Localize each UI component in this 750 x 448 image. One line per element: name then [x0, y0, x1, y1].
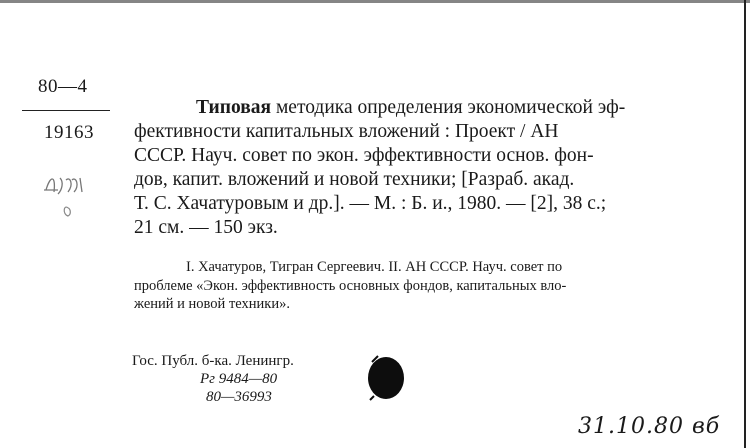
entry-line: фективности капитальных вложений : Проект / АН: [134, 121, 559, 142]
tracings: [134, 258, 726, 314]
entry-line: 21 см. — 150 экз.: [134, 217, 278, 238]
tracing-line: I. Хачатуров, Тигран Сергеевич. II. АН СССР. Науч. совет по: [186, 259, 563, 275]
library-name: Гос. Публ. б-ка. Ленингр.: [132, 353, 294, 369]
ink-stamp-icon: [364, 352, 408, 402]
tracing-line: проблеме «Экон. эффективность основных фондов, капитальных вло-: [134, 277, 567, 294]
card-top-edge: [0, 0, 750, 3]
pencil-mark-icon: [40, 168, 90, 228]
entry-title-lead: Типовая: [196, 97, 272, 118]
call-number-top: 80—4: [38, 76, 88, 97]
bibliographic-entry: [134, 96, 722, 240]
entry-line: СССР. Науч. совет по экон. эффективности основ. фон-: [134, 145, 594, 166]
registration-number: Рг 9484—80: [200, 371, 278, 387]
entry-line-text: методика определения экономической эф-: [271, 97, 626, 118]
card-right-edge: [744, 0, 746, 448]
entry-line: [134, 96, 722, 120]
holding-info: [132, 352, 294, 406]
entry-line: дов, капит. вложений и новой техники; [Разраб. акад.: [134, 169, 575, 190]
call-number-divider: [22, 110, 110, 111]
accession-number: 80—36993: [206, 389, 272, 405]
call-number-bottom: 19163: [44, 122, 94, 143]
handwritten-date: 31.10.80 вб: [578, 414, 721, 439]
tracing-line: жений и новой техники».: [134, 296, 290, 312]
entry-line: Т. С. Хачатуровым и др.]. — М. : Б. и., 1980. — [2], 38 с.;: [134, 193, 607, 214]
